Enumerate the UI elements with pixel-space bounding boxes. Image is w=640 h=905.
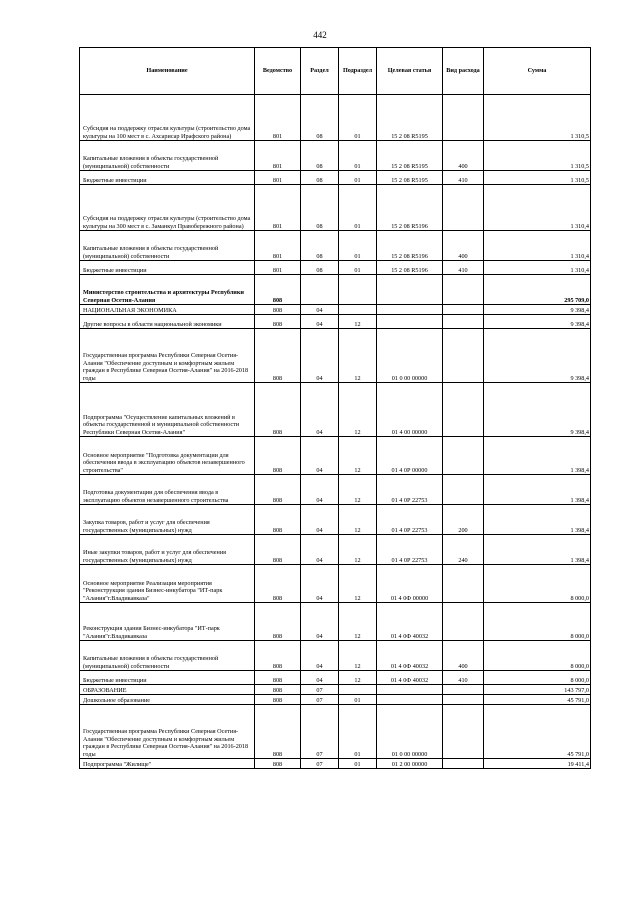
cell-section: 08 [301,231,339,261]
cell-name: Иные закупки товаров, работ и услуг для обеспечения государственных (муниципальных) нужд [80,535,255,565]
cell-section: 04 [301,641,339,671]
cell-section: 04 [301,603,339,641]
cell-target: 01 0 00 00000 [377,705,443,759]
cell-name: Субсидия на поддержку отрасли культуры (строительство дома культуры на 100 мест в с. Ахсарисар Ирафского района) [80,95,255,141]
cell-sum: 1 310,4 [484,185,591,231]
cell-section: 04 [301,535,339,565]
cell-name: Дошкольное образование [80,695,255,705]
cell-subsection: 12 [339,437,377,475]
cell-expense [443,685,484,695]
page-number: 442 [313,30,327,40]
table-row [80,171,591,185]
cell-section: 07 [301,695,339,705]
cell-sum: 8 000,0 [484,641,591,671]
table-row [80,383,591,437]
cell-dept: 801 [255,95,301,141]
table-row [80,759,591,769]
cell-sum: 9 398,4 [484,329,591,383]
cell-target [377,695,443,705]
cell-name: НАЦИОНАЛЬНАЯ ЭКОНОМИКА [80,305,255,315]
cell-section: 04 [301,475,339,505]
cell-name: Закупка товаров, работ и услуг для обеспечения государственных (муниципальных) нужд [80,505,255,535]
table-row [80,261,591,275]
cell-dept: 808 [255,329,301,383]
cell-section: 04 [301,383,339,437]
table-row [80,305,591,315]
cell-sum: 9 398,4 [484,305,591,315]
cell-dept: 801 [255,185,301,231]
cell-section: 08 [301,95,339,141]
cell-name: Субсидия на поддержку отрасли культуры (строительство дома культуры на 300 мест в с. Заманкул Правобережного района) [80,185,255,231]
cell-sum: 19 411,4 [484,759,591,769]
cell-expense [443,437,484,475]
cell-name: Капитальные вложения в объекты государственной (муниципальной) собственности [80,641,255,671]
cell-subsection: 01 [339,261,377,275]
cell-subsection: 01 [339,231,377,261]
cell-sum: 1 310,4 [484,261,591,275]
cell-sum: 143 797,0 [484,685,591,695]
cell-dept: 808 [255,695,301,705]
cell-dept: 808 [255,535,301,565]
cell-section: 07 [301,705,339,759]
cell-name: Бюджетные инвестиции [80,171,255,185]
header-row [80,48,591,95]
cell-dept: 801 [255,231,301,261]
cell-section [301,275,339,305]
cell-name: Подпрограмма "Жилище" [80,759,255,769]
table-row [80,565,591,603]
cell-name: Подготовка документации для обеспечения ввода в эксплуатацию объектов незавершенного строительства [80,475,255,505]
cell-sum: 45 791,0 [484,695,591,705]
cell-expense: 410 [443,261,484,275]
cell-subsection [339,305,377,315]
cell-section: 04 [301,671,339,685]
cell-name: Капитальные вложения в объекты государственной (муниципальной) собственности [80,231,255,261]
cell-subsection: 12 [339,603,377,641]
cell-target [377,315,443,329]
cell-subsection: 12 [339,671,377,685]
cell-expense [443,305,484,315]
cell-name: Другие вопросы в области национальной экономики [80,315,255,329]
cell-expense: 240 [443,535,484,565]
cell-sum: 45 791,0 [484,705,591,759]
cell-section: 04 [301,505,339,535]
cell-expense [443,695,484,705]
cell-target: 15 2 08 R5196 [377,231,443,261]
cell-name: Основное мероприятие Реализация мероприятия "Реконструкция здания Бизнес-инкубатора "ИТ-парк "Алания"г.Владикавказа" [80,565,255,603]
cell-expense: 400 [443,641,484,671]
table-row [80,231,591,261]
cell-target [377,305,443,315]
cell-sum: 1 310,5 [484,171,591,185]
cell-sum: 295 709,0 [484,275,591,305]
cell-expense [443,315,484,329]
cell-section: 04 [301,315,339,329]
cell-name: Бюджетные инвестиции [80,671,255,685]
table-row [80,275,591,305]
cell-sum: 1 398,4 [484,437,591,475]
table-row [80,141,591,171]
cell-subsection: 01 [339,759,377,769]
header-dept: Ведомство [255,48,301,95]
budget-table [79,47,591,769]
cell-dept: 808 [255,705,301,759]
cell-target: 01 4 0Р 22753 [377,475,443,505]
cell-expense: 410 [443,671,484,685]
cell-dept: 808 [255,475,301,505]
cell-dept: 808 [255,505,301,535]
cell-section: 04 [301,565,339,603]
cell-expense: 400 [443,231,484,261]
cell-expense [443,603,484,641]
table-row [80,329,591,383]
cell-dept: 808 [255,383,301,437]
cell-sum: 9 398,4 [484,315,591,329]
cell-subsection: 12 [339,535,377,565]
cell-sum: 1 310,5 [484,141,591,171]
cell-dept: 801 [255,261,301,275]
cell-sum: 1 310,4 [484,231,591,261]
cell-sum: 1 398,4 [484,505,591,535]
cell-target: 15 2 08 R5196 [377,185,443,231]
cell-dept: 808 [255,759,301,769]
cell-dept: 801 [255,171,301,185]
cell-dept: 808 [255,641,301,671]
cell-dept: 808 [255,565,301,603]
cell-target [377,685,443,695]
header-name: Наименование [80,48,255,95]
cell-name: Основное мероприятие "Подготовка документации для обеспечения ввода в эксплуатацию объектов незавершенного строительства" [80,437,255,475]
cell-section: 04 [301,329,339,383]
header-sum: Сумма [484,48,591,95]
cell-section: 04 [301,305,339,315]
cell-target: 01 4 0Р 22753 [377,505,443,535]
header-target: Целевая статья [377,48,443,95]
cell-subsection: 12 [339,565,377,603]
cell-name: Капитальные вложения в объекты государственной (муниципальной) собственности [80,141,255,171]
cell-section: 07 [301,759,339,769]
table-row [80,641,591,671]
cell-dept: 808 [255,685,301,695]
table-row [80,315,591,329]
cell-section: 08 [301,141,339,171]
cell-expense: 200 [443,505,484,535]
cell-target: 01 4 0Ф 40032 [377,603,443,641]
cell-subsection: 12 [339,329,377,383]
cell-name: ОБРАЗОВАНИЕ [80,685,255,695]
cell-expense [443,759,484,769]
table-row [80,671,591,685]
cell-target: 01 4 0Р 22753 [377,535,443,565]
header-section: Раздел [301,48,339,95]
cell-subsection [339,275,377,305]
cell-target: 01 0 00 00000 [377,329,443,383]
cell-subsection: 01 [339,705,377,759]
cell-target: 01 4 0Р 00000 [377,437,443,475]
cell-name: Бюджетные инвестиции [80,261,255,275]
cell-sum: 1 398,4 [484,475,591,505]
cell-name: Государственная программа Республики Северная Осетия-Алания "Обеспечение доступным и комфортным жильем граждан в Республике Северная Осетия-Алания" на 2016-2018 годы [80,329,255,383]
cell-target [377,275,443,305]
cell-target: 15 2 08 R5195 [377,95,443,141]
cell-subsection: 01 [339,185,377,231]
table-row [80,603,591,641]
cell-sum: 9 398,4 [484,383,591,437]
table-row [80,475,591,505]
cell-dept: 808 [255,603,301,641]
header-expense: Вид расхода [443,48,484,95]
table-row [80,685,591,695]
cell-target: 01 2 00 00000 [377,759,443,769]
cell-subsection: 12 [339,383,377,437]
cell-sum: 1 310,5 [484,95,591,141]
cell-subsection: 01 [339,141,377,171]
cell-section: 07 [301,685,339,695]
cell-subsection: 01 [339,95,377,141]
cell-sum: 8 000,0 [484,565,591,603]
cell-target: 01 4 00 00000 [377,383,443,437]
cell-name: Государственная программа Республики Северная Осетия-Алания "Обеспечение доступным и комфортным жильем граждан в Республике Северная Осетия-Алания" на 2016-2018 годы [80,705,255,759]
cell-sum: 1 398,4 [484,535,591,565]
table-row [80,695,591,705]
cell-name: Подпрограмма "Осуществление капитальных вложений в объекты государственной и муниципальной собственности Республики Северная Осетия-Алания" [80,383,255,437]
cell-expense [443,95,484,141]
cell-subsection: 12 [339,641,377,671]
cell-dept: 801 [255,141,301,171]
cell-target: 15 2 08 R5195 [377,141,443,171]
cell-dept: 808 [255,275,301,305]
cell-target: 01 4 0Ф 40032 [377,671,443,685]
cell-target: 01 4 0Ф 00000 [377,565,443,603]
table-row [80,437,591,475]
table-row [80,95,591,141]
cell-subsection: 12 [339,505,377,535]
cell-subsection: 01 [339,171,377,185]
cell-subsection: 01 [339,695,377,705]
table-row [80,535,591,565]
cell-dept: 808 [255,671,301,685]
cell-section: 08 [301,185,339,231]
cell-expense [443,185,484,231]
cell-target: 15 2 08 R5195 [377,171,443,185]
table-row [80,705,591,759]
cell-target: 01 4 0Ф 40032 [377,641,443,671]
cell-subsection [339,685,377,695]
cell-expense: 410 [443,171,484,185]
cell-section: 04 [301,437,339,475]
cell-expense [443,275,484,305]
cell-section: 08 [301,261,339,275]
cell-sum: 8 000,0 [484,603,591,641]
cell-expense [443,565,484,603]
header-subsection: Подраздел [339,48,377,95]
cell-expense [443,383,484,437]
cell-expense [443,705,484,759]
cell-expense [443,329,484,383]
cell-subsection: 12 [339,315,377,329]
cell-subsection: 12 [339,475,377,505]
cell-expense: 400 [443,141,484,171]
cell-name: Реконструкция здания Бизнес-инкубатора "ИТ-парк "Алания"г.Владикавказа [80,603,255,641]
cell-target: 15 2 08 R5196 [377,261,443,275]
table-body [80,95,591,769]
cell-dept: 808 [255,305,301,315]
table-row [80,185,591,231]
cell-dept: 808 [255,437,301,475]
cell-sum: 8 000,0 [484,671,591,685]
cell-section: 08 [301,171,339,185]
cell-expense [443,475,484,505]
cell-dept: 808 [255,315,301,329]
table-row [80,505,591,535]
cell-name: Министерство строительства и архитектуры Республики Северная Осетия-Алания [80,275,255,305]
